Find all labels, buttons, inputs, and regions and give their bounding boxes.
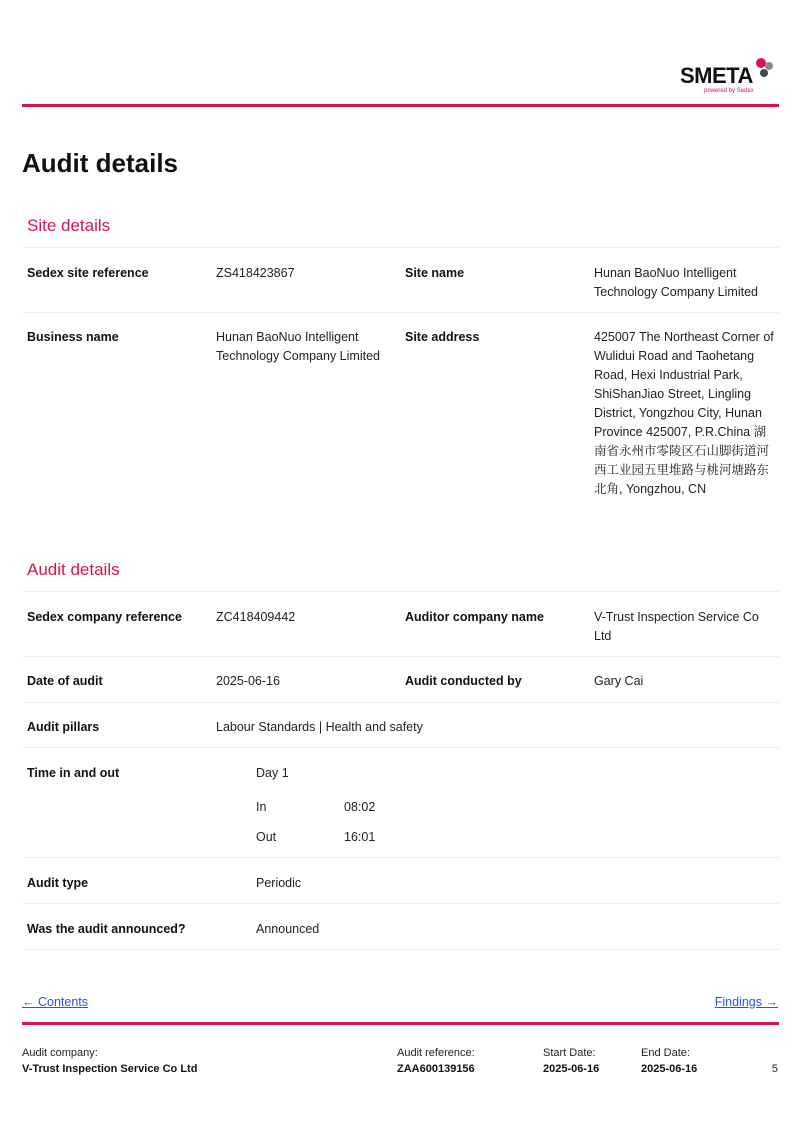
time-in-value: 08:02: [344, 800, 376, 814]
time-in-out-label: Time in and out: [27, 766, 120, 780]
auditor-company-label: Auditor company name: [405, 610, 544, 624]
business-name-label: Business name: [27, 330, 119, 344]
footer-start-value: 2025-06-16: [543, 1063, 600, 1075]
audit-date-label: Date of audit: [27, 674, 103, 688]
smeta-logo: [680, 58, 776, 98]
audit-section-title: Audit details: [27, 560, 120, 579]
divider: [22, 949, 779, 950]
announced-label: Was the audit announced?: [27, 922, 186, 936]
site-address-value: 425007 The Northeast Corner of Wulidui Road and Taohetang Road, Hexi Industrial Park, ShiShanJiao Street, Lingling District, Yongzhou City, Hunan Province 425007, P.R.China 湖南省永州市零陵区石山脚街道河西工业园五里堆路与桃河塘路东北角, Yongzhou, CN: [594, 330, 774, 496]
business-name-value: Hunan BaoNuo Intelligent Technology Company Limited: [216, 330, 380, 363]
page-title: Audit details: [22, 148, 179, 178]
auditor-company-value: V-Trust Inspection Service Co Ltd: [594, 610, 759, 643]
contents-link[interactable]: ← Contents: [22, 995, 89, 1009]
audit-pillars-value: Labour Standards | Health and safety: [216, 720, 423, 734]
site-name-label: Site name: [405, 266, 465, 280]
logo-dot-icon: [760, 69, 768, 77]
footer-company-label: Audit company:: [22, 1047, 98, 1059]
audit-type-value: Periodic: [256, 876, 302, 890]
divider: [22, 857, 779, 858]
divider: [22, 656, 779, 657]
day-label: Day 1: [256, 766, 289, 780]
divider: [22, 747, 779, 748]
divider: [22, 702, 779, 703]
logo-subtext: powered by Sedex: [704, 88, 754, 94]
conducted-by-label: Audit conducted by: [405, 674, 522, 688]
company-reference-label: Sedex company reference: [27, 610, 182, 624]
site-reference-value: ZS418423867: [216, 266, 295, 280]
company-reference-value: ZC418409442: [216, 610, 296, 624]
footer-end-label: End Date:: [641, 1047, 690, 1059]
logo-text: SMETA: [680, 63, 753, 88]
audit-date-value: 2025-06-16: [216, 674, 280, 688]
page-number: 5: [771, 1063, 778, 1075]
announced-value: Announced: [256, 922, 320, 936]
site-address-label: Site address: [405, 330, 480, 344]
footer-reference-label: Audit reference:: [397, 1047, 475, 1059]
footer-end-value: 2025-06-16: [641, 1063, 698, 1075]
time-out-label: Out: [256, 830, 277, 844]
site-section-title: Site details: [27, 216, 111, 235]
audit-pillars-label: Audit pillars: [27, 720, 100, 734]
divider: [22, 591, 779, 592]
findings-link[interactable]: Findings →: [714, 995, 778, 1009]
conducted-by-value: Gary Cai: [594, 674, 644, 688]
site-reference-label: Sedex site reference: [27, 266, 149, 280]
divider: [22, 247, 779, 248]
divider: [22, 312, 779, 313]
footer-reference-value: ZAA600139156: [397, 1063, 475, 1075]
footer-company-value: V-Trust Inspection Service Co Ltd: [22, 1063, 198, 1075]
divider: [22, 903, 779, 904]
time-out-value: 16:01: [344, 830, 376, 844]
time-in-label: In: [256, 800, 267, 814]
site-name-value: Hunan BaoNuo Intelligent Technology Company Limited: [594, 266, 758, 299]
audit-type-label: Audit type: [27, 876, 89, 890]
footer-start-label: Start Date:: [543, 1047, 596, 1059]
footer-rule: [22, 1022, 779, 1025]
header-rule: [22, 104, 779, 107]
